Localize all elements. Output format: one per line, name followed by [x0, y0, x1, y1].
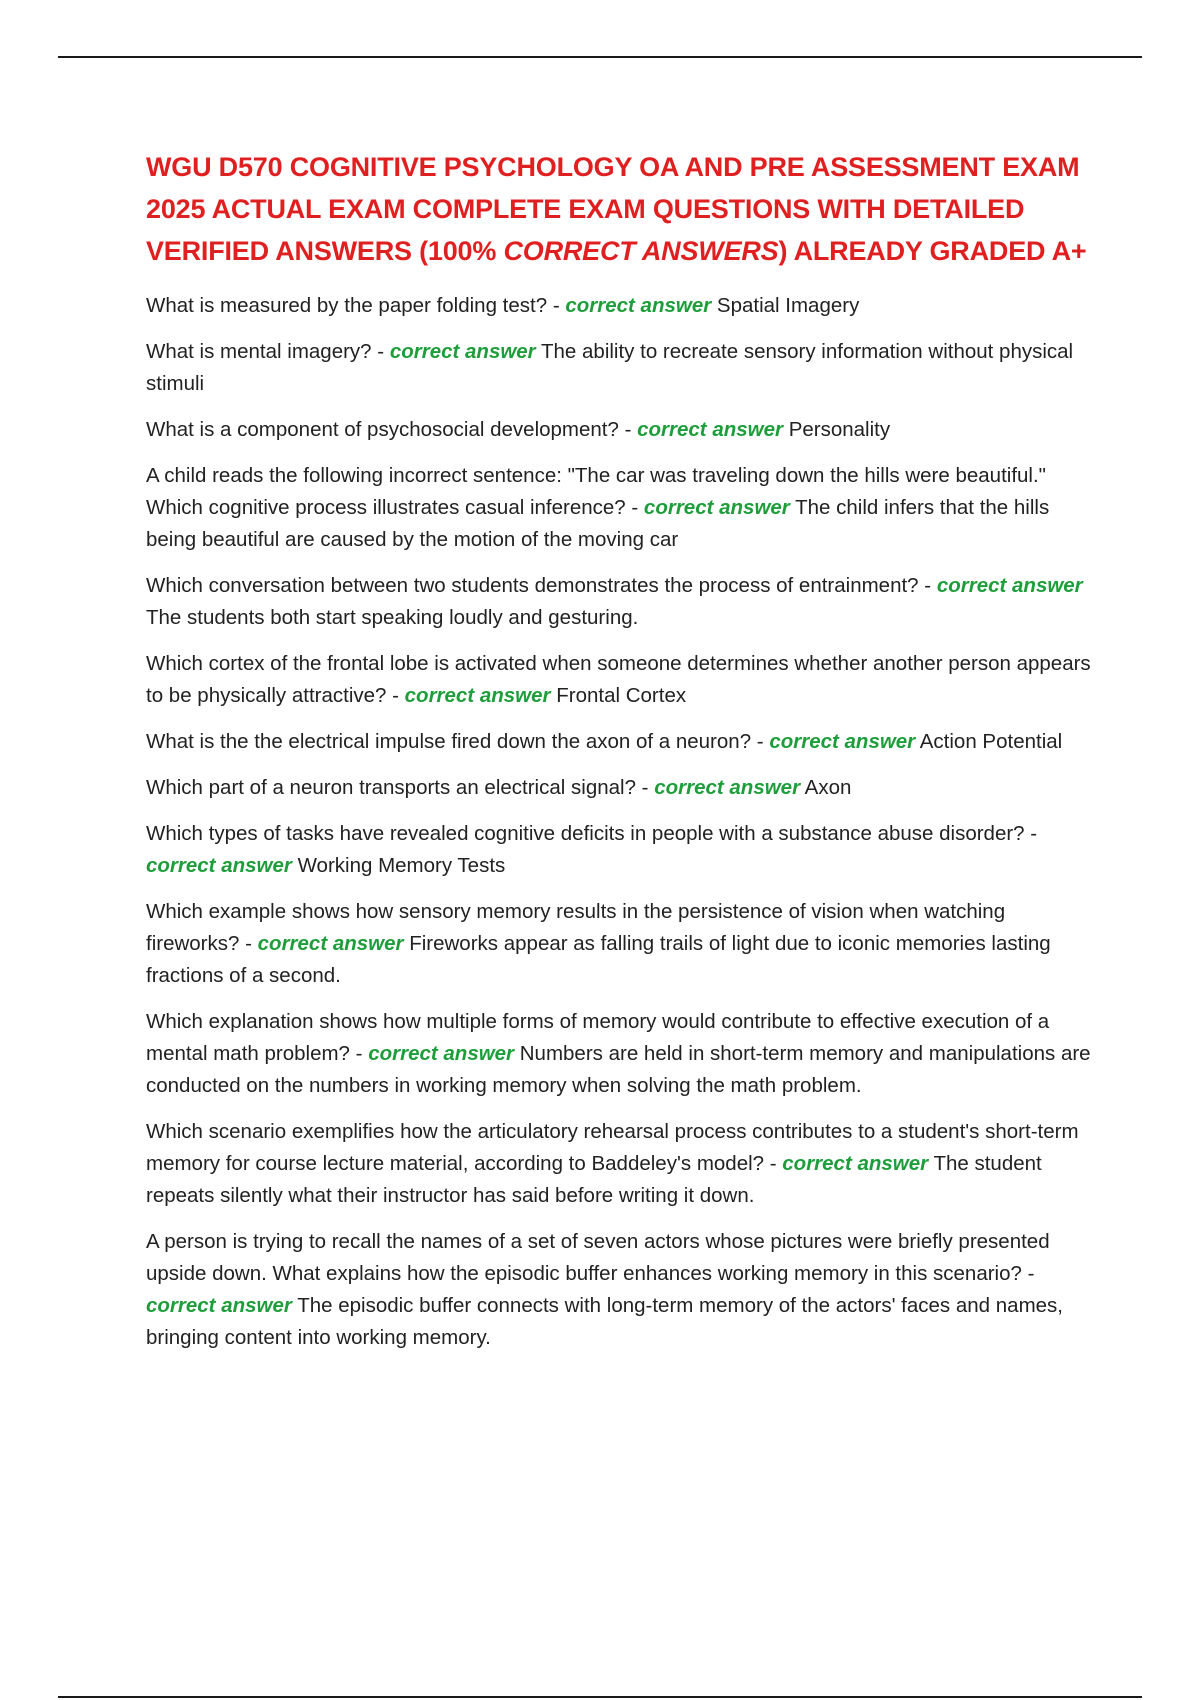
correct-answer-label: correct answer — [782, 1152, 929, 1175]
correct-answer-label: correct answer — [936, 574, 1083, 597]
question-text: Which types of tasks have revealed cognitive deficits in people with a substance abuse disorder? — [146, 822, 1025, 845]
correct-answer-label: correct answer — [146, 854, 292, 877]
separator: - — [371, 340, 390, 363]
answer-text: The students both start speaking loudly and gesturing. — [146, 606, 639, 629]
question-text: A person is trying to recall the names of a set of seven actors whose pictures were briefly presented upside down. What explains how the episodic buffer enhances working memory in this scenario? — [146, 1230, 1050, 1285]
answer-text: Action Potential — [919, 730, 1063, 753]
answer-text: The episodic buffer connects with long-term memory of the actors' faces and names, bringing content into working memory. — [146, 1294, 1064, 1349]
qa-item — [146, 818, 1094, 882]
qa-item — [146, 1116, 1094, 1212]
answer-text: Numbers are held in short-term memory and manipulations are conducted on the numbers in working memory when solving the math problem. — [146, 1042, 1091, 1097]
separator: - — [239, 932, 258, 955]
question-text: Which part of a neuron transports an electrical signal? — [146, 776, 636, 799]
question-text: What is the the electrical impulse fired down the axon of a neuron? — [146, 730, 752, 753]
separator: - — [349, 1042, 369, 1065]
document-body — [146, 146, 1094, 1368]
correct-answer-label: correct answer — [146, 1294, 292, 1317]
answer-text: The ability to recreate sensory information without physical stimuli — [146, 340, 1074, 395]
qa-item — [146, 336, 1094, 400]
document-title — [146, 146, 1094, 272]
qa-item — [146, 896, 1094, 992]
separator: - — [1024, 822, 1038, 845]
separator: - — [918, 574, 937, 597]
bottom-rule — [58, 1696, 1142, 1698]
answer-text: Fireworks appear as falling trails of light due to iconic memories lasting fractions of a second. — [146, 932, 1051, 987]
title-part-2: ) ALREADY GRADED A+ — [778, 236, 1087, 266]
answer-text: Frontal Cortex — [556, 684, 687, 707]
correct-answer-label: correct answer — [257, 932, 404, 955]
question-text: Which cortex of the frontal lobe is activated when someone determines whether another person appears to be physically attractive? — [146, 652, 1091, 707]
qa-item — [146, 460, 1094, 556]
question-text: What is a component of psychosocial development? — [146, 418, 619, 441]
separator: - — [618, 418, 638, 441]
question-text: Which explanation shows how multiple forms of memory would contribute to effective execution of a mental math problem? — [146, 1010, 1050, 1065]
qa-item — [146, 290, 1094, 322]
correct-answer-label: correct answer — [565, 294, 712, 317]
qa-item — [146, 648, 1094, 712]
correct-answer-label: correct answer — [637, 418, 783, 441]
correct-answer-label: correct answer — [643, 496, 790, 519]
question-text: What is measured by the paper folding test? — [146, 294, 548, 317]
answer-text: The child infers that the hills being beautiful are caused by the motion of the moving car — [146, 496, 1050, 551]
question-text: Which scenario exemplifies how the articulatory rehearsal process contributes to a student's short-term memory for course lecture material, according to Baddeley's model? — [146, 1120, 1079, 1175]
qa-item — [146, 726, 1094, 758]
top-rule — [58, 56, 1142, 58]
separator: - — [547, 294, 566, 317]
separator: - — [635, 776, 655, 799]
qa-item — [146, 414, 1094, 446]
title-part-1: WGU D570 COGNITIVE PSYCHOLOGY OA AND PRE ASSESSMENT EXAM 2025 ACTUAL EXAM COMPLETE EXAM QUESTIONS WITH DETAILED VERIFIED ANSWERS (100% — [146, 152, 1080, 266]
separator: - — [386, 684, 405, 707]
separator: - — [764, 1152, 783, 1175]
qa-item — [146, 1226, 1094, 1354]
answer-text: Spatial Imagery — [716, 294, 860, 317]
correct-answer-label: correct answer — [389, 340, 536, 363]
answer-text: Personality — [788, 418, 891, 441]
answer-text: The student repeats silently what their instructor has said before writing it down. — [146, 1152, 1042, 1207]
correct-answer-label: correct answer — [368, 1042, 515, 1065]
qa-list — [146, 290, 1094, 1354]
question-text: Which conversation between two students demonstrates the process of entrainment? — [146, 574, 919, 597]
title-emphasis: CORRECT ANSWERS — [503, 236, 779, 266]
correct-answer-label: correct answer — [654, 776, 801, 799]
question-text: What is mental imagery? — [146, 340, 372, 363]
qa-item — [146, 1006, 1094, 1102]
question-text: A child reads the following incorrect sentence: "The car was traveling down the hills were beautiful." Which cognitive process illustrates casual inference? — [146, 464, 1046, 519]
question-text: Which example shows how sensory memory results in the persistence of vision when watching fireworks? — [146, 900, 1006, 955]
answer-text: Working Memory Tests — [297, 854, 506, 877]
correct-answer-label: correct answer — [404, 684, 551, 707]
correct-answer-label: correct answer — [769, 730, 916, 753]
separator: - — [751, 730, 770, 753]
answer-text: Axon — [804, 776, 852, 799]
qa-item — [146, 772, 1094, 804]
qa-item — [146, 570, 1094, 634]
separator: - — [1021, 1262, 1035, 1285]
separator: - — [625, 496, 644, 519]
